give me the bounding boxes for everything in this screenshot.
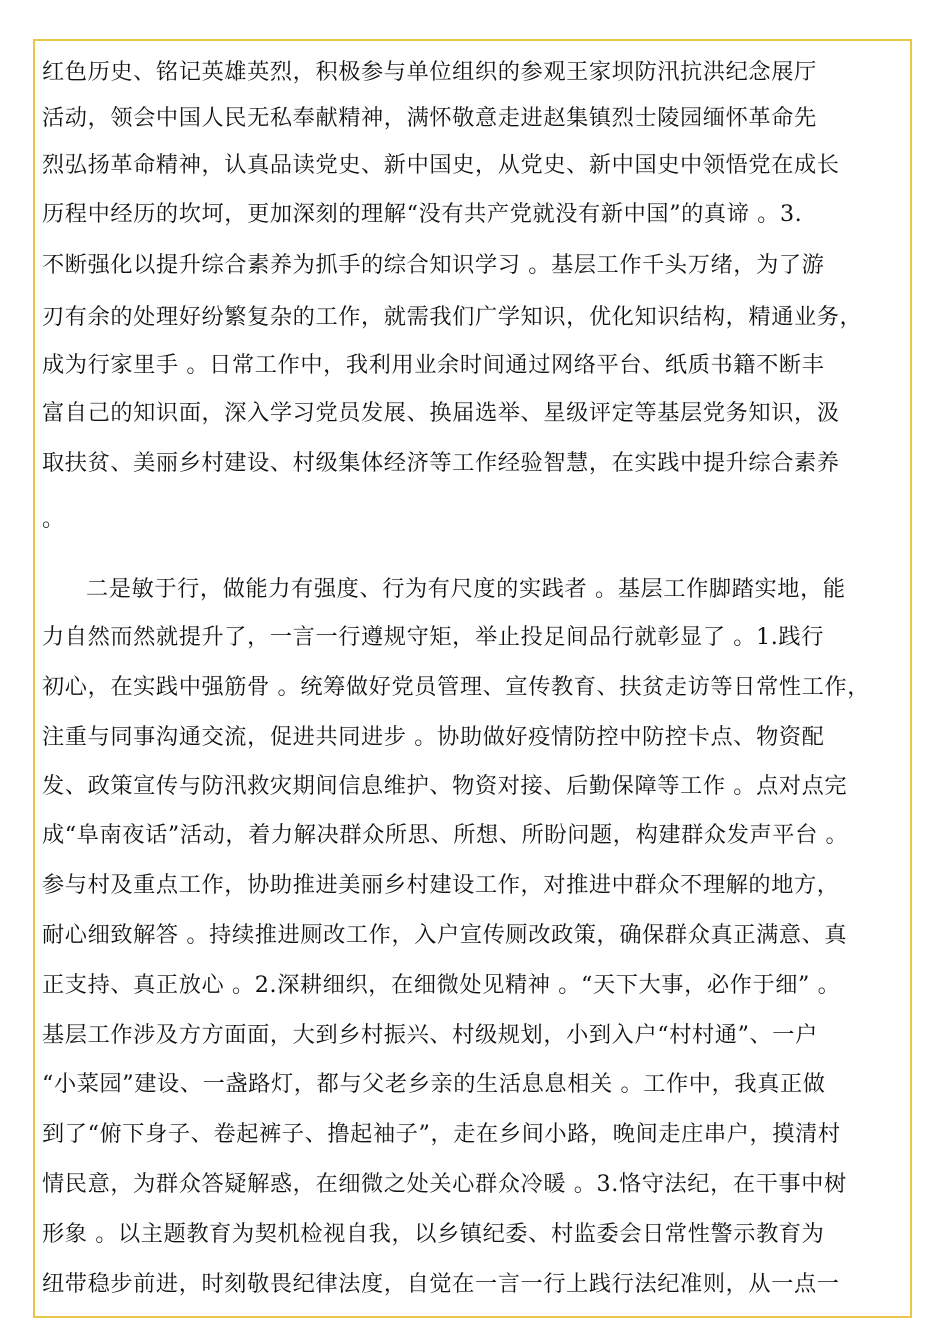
text-line: 红色历史、铭记英雄英烈，积极参与单位组织的参观王家坝防汛抗洪纪念展厅 bbox=[42, 59, 817, 85]
text-line: 历程中经历的坎坷，更加深刻的理解“没有共产党就没有新中国”的真谛 。3. bbox=[42, 201, 803, 227]
text-line: 力自然而然就提升了，一言一行遵规守矩，举止投足间品行就彰显了 。1.践行 bbox=[42, 624, 825, 650]
text-line: 发、政策宣传与防汛救灾期间信息维护、物资对接、后勤保障等工作 。点对点完 bbox=[42, 773, 848, 799]
text-line: 取扶贫、美丽乡村建设、村级集体经济等工作经验智慧，在实践中提升综合素养 bbox=[42, 450, 840, 476]
text-line: 烈弘扬革命精神，认真品读党史、新中国史，从党史、新中国史中领悟党在成长 bbox=[42, 152, 840, 178]
text-line: “小菜园”建设、一盏路灯，都与父老乡亲的生活息息相关 。工作中，我真正做 bbox=[42, 1071, 826, 1097]
text-line: 成“阜南夜话”活动，着力解决群众所思、所想、所盼问题，构建群众发声平台 。 bbox=[42, 822, 849, 848]
text-line: 。 bbox=[42, 506, 65, 532]
text-line: 二是敏于行，做能力有强度、行为有尺度的实践者 。基层工作脚踏实地，能 bbox=[86, 576, 846, 602]
text-line: 成为行家里手 。日常工作中，我利用业余时间通过网络平台、纸质书籍不断丰 bbox=[42, 352, 825, 378]
text-line: 耐心细致解答 。持续推进厕改工作，入户宣传厕改政策，确保群众真正满意、真 bbox=[42, 922, 848, 948]
text-line: 形象 。以主题教育为契机检视自我，以乡镇纪委、村监委会日常性警示教育为 bbox=[42, 1221, 825, 1247]
text-line: 富自己的知识面，深入学习党员发展、换届选举、星级评定等基层党务知识，汲 bbox=[42, 400, 840, 426]
text-line: 活动，领会中国人民无私奉献精神，满怀敬意走进赵集镇烈士陵园缅怀革命先 bbox=[42, 105, 817, 131]
text-line: 情民意，为群众答疑解惑，在细微之处关心群众冷暖 。3.恪守法纪，在干事中树 bbox=[42, 1171, 847, 1197]
text-line: 刃有余的处理好纷繁复杂的工作，就需我们广学知识，优化知识结构，精通业务， bbox=[42, 304, 863, 330]
text-line: 到了“俯下身子、卷起裤子、撸起袖子”，走在乡间小路，晚间走庄串户，摸清村 bbox=[42, 1121, 841, 1147]
text-line: 参与村及重点工作，协助推进美丽乡村建设工作，对推进中群众不理解的地方， bbox=[42, 872, 840, 898]
text-line: 正支持、真正放心 。2.深耕细织，在细微处见精神 。“天下大事，必作于细” 。 bbox=[42, 972, 841, 998]
text-line: 基层工作涉及方方面面，大到乡村振兴、村级规划，小到入户“村村通”、一户 bbox=[42, 1022, 818, 1048]
text-line: 不断强化以提升综合素养为抓手的综合知识学习 。基层工作千头万绪，为了游 bbox=[42, 252, 825, 278]
text-line: 注重与同事沟通交流，促进共同进步 。协助做好疫情防控中防控卡点、物资配 bbox=[42, 724, 825, 750]
text-line: 纽带稳步前进，时刻敬畏纪律法度，自觉在一言一行上践行法纪准则，从一点一 bbox=[42, 1271, 840, 1297]
text-line: 初心，在实践中强筋骨 。统筹做好党员管理、宣传教育、扶贫走访等日常性工作， bbox=[42, 674, 871, 700]
